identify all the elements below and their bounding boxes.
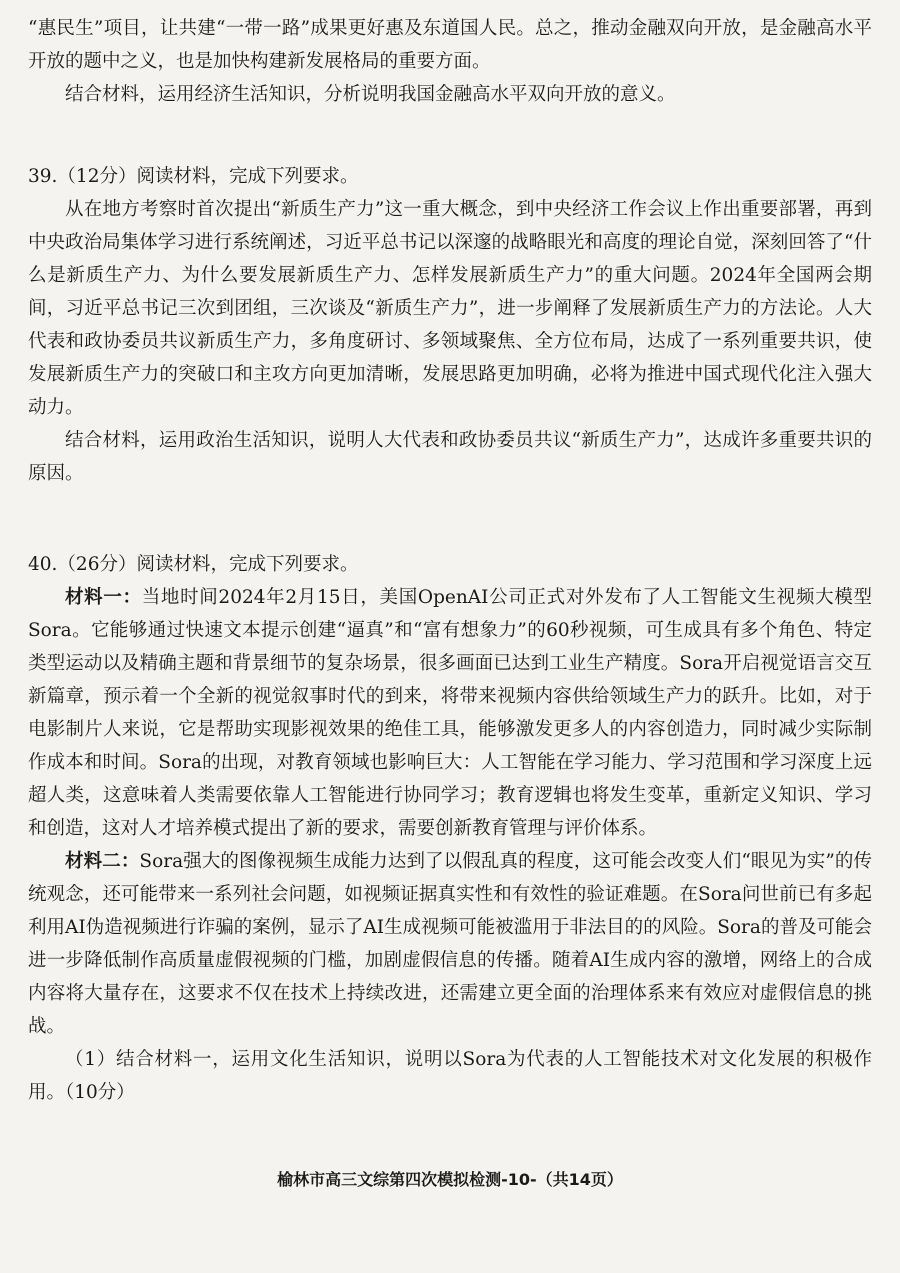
q40-subquestion-1: （1）结合材料一，运用文化生活知识，说明以Sora为代表的人工智能技术对文化发展的积极作用。（10分） — [28, 1049, 872, 1103]
page-footer: 榆林市高三文综第四次模拟检测-10-（共14页） — [277, 1170, 623, 1189]
material-1-label: 材料一： — [65, 587, 142, 608]
q40-header: 40.（26分）阅读材料，完成下列要求。 — [28, 554, 359, 575]
q39-task: 结合材料，运用政治生活知识，说明人大代表和政协委员共议“新质生产力”，达成许多重要共识的原因。 — [28, 430, 872, 484]
material-1-text: 当地时间2024年2月15日，美国OpenAI公司正式对外发布了人工智能文生视频大模型Sora。它能够通过快速文本提示创建“逼真”和“富有想象力”的60秒视频，可生成具有多个角色、特定类型运动以及精确主题和背景细节的复杂场景，很多画面已达到工业生产精度。Sora开启视觉语言交互新篇章，预示着一个全新的视觉叙事时代的到来，将带来视频内容供给领域生产力的跃升。比如，对于电影制片人来说，它是帮助实现影视效果的绝佳工具，能够激发更多人的内容创造力，同时减少实际制作成本和时间。Sora的出现，对教育领域也影响巨大：人工智能在学习能力、学习范围和学习深度上远超人类，这意味着人类需要依靠人工智能进行协同学习；教育逻辑也将发生变革，重新定义知识、学习和创造，这对人才培养模式提出了新的要求，需要创新教育管理与评价体系。 — [28, 587, 872, 839]
q40-material-2 — [28, 845, 872, 1043]
q39-header: 39.（12分）阅读材料，完成下列要求。 — [28, 166, 359, 187]
material-2-text: Sora强大的图像视频生成能力达到了以假乱真的程度，这可能会改变人们“眼见为实”的传统观念，还可能带来一系列社会问题，如视频证据真实性和有效性的验证难题。在Sora问世前已有多起利用AI伪造视频进行诈骗的案例，显示了AI生成视频可能被滥用于非法目的的风险。Sora的普及可能会进一步降低制作高质量虚假视频的门槛，加剧虚假信息的传播。随着AI生成内容的激增，网络上的合成内容将大量存在，这要求不仅在技术上持续改进，还需建立更全面的治理体系来有效应对虚假信息的挑战。 — [28, 851, 872, 1037]
q38-material-end: “惠民生”项目，让共建“一带一路”成果更好惠及东道国人民。总之，推动金融双向开放，是金融高水平开放的题中之义，也是加快构建新发展格局的重要方面。 — [28, 18, 872, 72]
q38-task: 结合材料，运用经济生活知识，分析说明我国金融高水平双向开放的意义。 — [65, 84, 676, 105]
material-2-label: 材料二： — [65, 851, 140, 872]
q40-material-1 — [28, 581, 872, 845]
q39-material: 从在地方考察时首次提出“新质生产力”这一重大概念，到中央经济工作会议上作出重要部署，再到中央政治局集体学习进行系统阐述，习近平总书记以深邃的战略眼光和高度的理论自觉，深刻回答了“什么是新质生产力、为什么要发展新质生产力、怎样发展新质生产力”的重大问题。2024年全国两会期间，习近平总书记三次到团组，三次谈及“新质生产力”，进一步阐释了发展新质生产力的方法论。人大代表和政协委员共议新质生产力，多角度研讨、多领域聚焦、全方位布局，达成了一系列重要共识，使发展新质生产力的突破口和主攻方向更加清晰，发展思路更加明确，必将为推进中国式现代化注入强大动力。 — [28, 199, 872, 418]
